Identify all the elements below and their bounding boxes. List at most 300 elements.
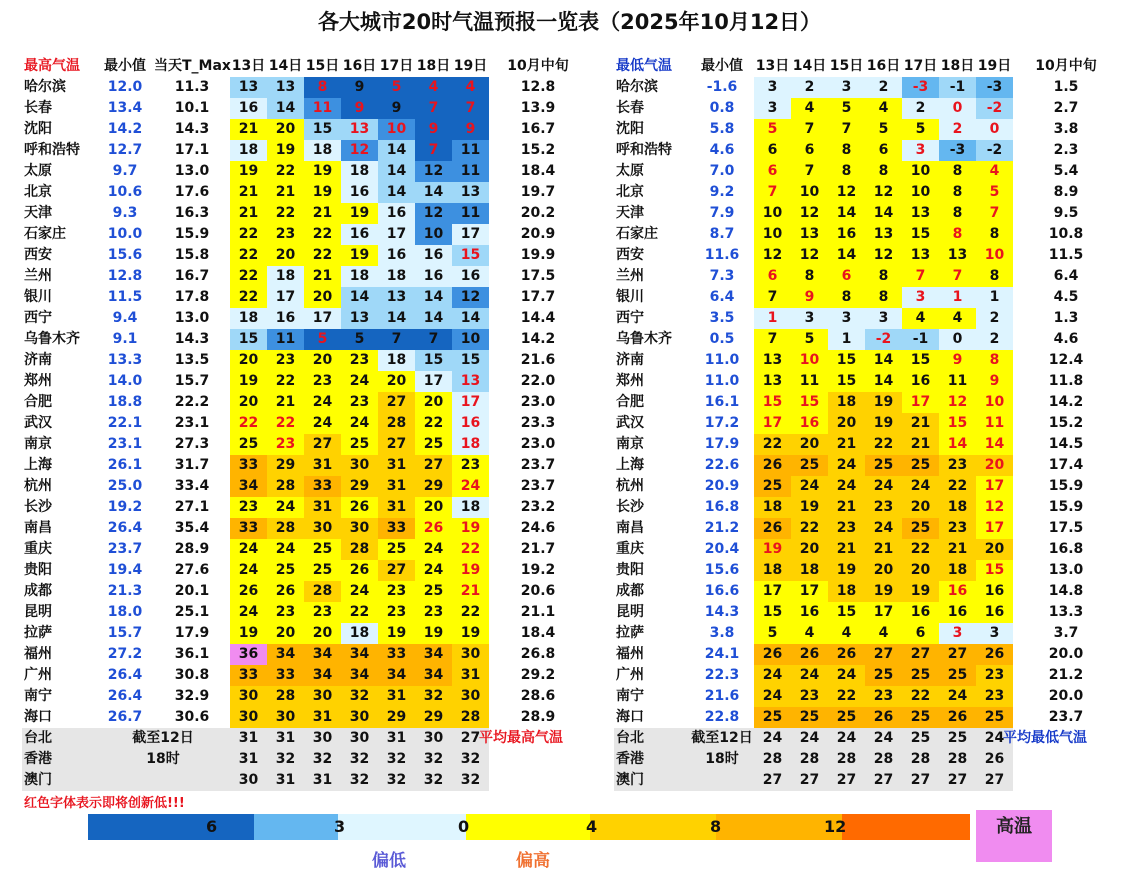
forecast-cell: 28 (267, 686, 304, 707)
forecast-cell: 25 (754, 476, 791, 497)
forecast-cell: 31 (386, 730, 407, 746)
forecast-cell: 4 (976, 161, 1013, 182)
mid-october-average: 12.8 (520, 79, 556, 95)
mid-october-average: 4.6 (1053, 331, 1079, 347)
mid-october-average: 14.4 (520, 310, 556, 326)
city-name: 太原 (24, 163, 52, 179)
legend-label-4: 4 (586, 817, 598, 836)
forecast-cell: 18 (791, 560, 828, 581)
forecast-cell: 20 (791, 539, 828, 560)
forecast-cell: 27 (799, 772, 820, 788)
mid-october-average: 23.2 (520, 499, 556, 515)
mid-october-average: 28.9 (520, 709, 556, 725)
forecast-cell: 19 (230, 623, 267, 644)
forecast-cell: 20 (304, 350, 341, 371)
forecast-cell: 27 (947, 772, 968, 788)
forecast-cell: 31 (304, 497, 341, 518)
forecast-cell: 16 (378, 203, 415, 224)
forecast-cell: 4 (865, 98, 902, 119)
city-name: 银川 (24, 289, 52, 305)
city-name: 沈阳 (24, 121, 52, 137)
record-min-value: 22.3 (704, 667, 740, 683)
forecast-cell: 16 (341, 182, 378, 203)
forecast-cell: 22 (267, 161, 304, 182)
mid-october-average: 5.4 (1053, 163, 1079, 179)
forecast-cell: 17 (304, 308, 341, 329)
today-max-value: 20.1 (174, 583, 210, 599)
record-min-value: 16.6 (704, 583, 740, 599)
forecast-cell: 20 (902, 497, 939, 518)
forecast-cell: 3 (828, 308, 865, 329)
record-min-value: 22.6 (704, 457, 740, 473)
forecast-cell: 14 (415, 287, 452, 308)
mid-october-average: 14.2 (1048, 394, 1084, 410)
forecast-cell: 12 (415, 161, 452, 182)
forecast-cell: 21 (828, 434, 865, 455)
forecast-cell: 7 (791, 161, 828, 182)
forecast-cell: 13 (378, 287, 415, 308)
forecast-cell: 24 (939, 686, 976, 707)
forecast-cell: 33 (230, 518, 267, 539)
forecast-cell: 21 (828, 539, 865, 560)
forecast-cell: 3 (939, 623, 976, 644)
record-min-value: -1.6 (706, 79, 738, 95)
forecast-cell: 21 (452, 581, 489, 602)
city-name: 拉萨 (616, 625, 644, 641)
forecast-cell: 22 (902, 686, 939, 707)
record-min-value: 9.7 (112, 163, 138, 179)
forecast-cell: 24 (304, 392, 341, 413)
mid-october-average: 23.7 (1048, 709, 1084, 725)
forecast-cell: 8 (939, 203, 976, 224)
forecast-cell: 19 (902, 581, 939, 602)
forecast-cell: 7 (415, 329, 452, 350)
forecast-cell: -3 (976, 77, 1013, 98)
record-min-value: 13.3 (107, 352, 143, 368)
forecast-cell: 15 (452, 350, 489, 371)
forecast-cell: 22 (267, 371, 304, 392)
forecast-cell: 20 (304, 623, 341, 644)
forecast-cell: 8 (976, 350, 1013, 371)
forecast-cell: 4 (939, 308, 976, 329)
mid-october-average: 15.2 (520, 142, 556, 158)
forecast-cell: 22 (341, 602, 378, 623)
forecast-cell: 20 (267, 119, 304, 140)
forecast-cell: 16 (452, 413, 489, 434)
forecast-cell: 16 (791, 602, 828, 623)
forecast-cell: 26 (791, 644, 828, 665)
forecast-cell: 16 (267, 308, 304, 329)
forecast-cell: 13 (452, 371, 489, 392)
mid-october-average: 13.3 (1048, 604, 1084, 620)
data-note: 截至12日 (691, 730, 753, 746)
mid-october-average: 23.7 (520, 478, 556, 494)
forecast-cell: 28 (341, 539, 378, 560)
city-name: 贵阳 (616, 562, 644, 578)
forecast-cell: 26 (754, 644, 791, 665)
forecast-cell: 24 (865, 476, 902, 497)
forecast-cell: 21 (865, 539, 902, 560)
forecast-cell: 14 (378, 161, 415, 182)
mid-october-average: 1.3 (1053, 310, 1079, 326)
city-name: 海口 (24, 709, 52, 725)
forecast-cell: 3 (754, 77, 791, 98)
today-max-value: 17.9 (174, 625, 210, 641)
mid-october-average: 20.9 (520, 226, 556, 242)
forecast-cell: 0 (976, 119, 1013, 140)
forecast-cell: 14 (378, 182, 415, 203)
forecast-cell: 18 (754, 560, 791, 581)
mid-october-average: 21.2 (1048, 667, 1084, 683)
forecast-cell: 22 (902, 539, 939, 560)
forecast-cell: 26 (415, 518, 452, 539)
forecast-cell: 18 (341, 623, 378, 644)
forecast-cell: 17 (902, 392, 939, 413)
city-name: 合肥 (24, 394, 52, 410)
forecast-cell: 33 (304, 476, 341, 497)
forecast-cell: 23 (267, 434, 304, 455)
forecast-cell: 3 (791, 308, 828, 329)
forecast-cell: 18 (230, 140, 267, 161)
city-name: 南京 (24, 436, 52, 452)
forecast-cell: 23 (828, 518, 865, 539)
forecast-cell: 23 (939, 455, 976, 476)
legend-low-label: 偏低 (372, 851, 406, 871)
forecast-cell: 30 (349, 730, 370, 746)
record-min-value: 12.7 (107, 142, 143, 158)
forecast-cell: 9 (791, 287, 828, 308)
today-max-value: 13.0 (174, 163, 210, 179)
forecast-cell: 12 (939, 392, 976, 413)
forecast-cell: 25 (230, 434, 267, 455)
record-min-value: 20.9 (704, 478, 740, 494)
record-min-value: 21.2 (704, 520, 740, 536)
forecast-cell: 25 (828, 707, 865, 728)
forecast-cell: 15 (415, 350, 452, 371)
forecast-cell: 12 (976, 497, 1013, 518)
today-max-value: 25.1 (174, 604, 210, 620)
forecast-cell: 5 (754, 119, 791, 140)
forecast-cell: 11 (791, 371, 828, 392)
mid-october-average: 20.2 (520, 205, 556, 221)
forecast-cell: 11 (304, 98, 341, 119)
forecast-cell: 15 (754, 392, 791, 413)
forecast-cell: 30 (304, 686, 341, 707)
record-min-value: 26.4 (107, 667, 143, 683)
today-max-value: 16.7 (174, 268, 210, 284)
forecast-cell: 30 (423, 730, 444, 746)
city-name: 合肥 (616, 394, 644, 410)
forecast-cell: 20 (791, 434, 828, 455)
forecast-cell: 24 (415, 539, 452, 560)
today-max-value: 13.0 (174, 310, 210, 326)
forecast-cell: 19 (452, 518, 489, 539)
forecast-cell: 23 (267, 224, 304, 245)
data-note: 18时 (705, 751, 739, 767)
city-name: 北京 (616, 184, 644, 200)
city-name: 南昌 (24, 520, 52, 536)
column-header: 16日 (866, 58, 901, 74)
forecast-cell: 26 (267, 581, 304, 602)
record-min-value: 4.6 (709, 142, 735, 158)
forecast-cell: 31 (312, 772, 333, 788)
mid-october-average: 19.9 (520, 247, 556, 263)
data-note: 截至12日 (132, 730, 194, 746)
forecast-cell: 5 (976, 182, 1013, 203)
today-max-value: 14.3 (174, 331, 210, 347)
mid-october-average: 9.5 (1053, 205, 1079, 221)
forecast-cell: 10 (754, 224, 791, 245)
forecast-cell: 25 (902, 518, 939, 539)
forecast-cell: 19 (452, 623, 489, 644)
forecast-cell: 34 (267, 644, 304, 665)
city-name: 武汉 (616, 415, 644, 431)
forecast-cell: 30 (238, 772, 259, 788)
column-header: 16日 (342, 58, 377, 74)
mid-october-average: 14.2 (520, 331, 556, 347)
forecast-cell: 9 (976, 371, 1013, 392)
today-max-value: 28.9 (174, 541, 210, 557)
forecast-cell: 24 (984, 730, 1005, 746)
city-name: 南昌 (616, 520, 644, 536)
record-min-value: 23.7 (107, 541, 143, 557)
city-name: 香港 (24, 751, 52, 767)
record-min-value: 9.2 (709, 184, 735, 200)
forecast-cell: 16 (828, 224, 865, 245)
forecast-cell: 17 (754, 413, 791, 434)
forecast-cell: 1 (754, 308, 791, 329)
mid-october-average: 26.8 (520, 646, 556, 662)
forecast-cell: 34 (415, 665, 452, 686)
forecast-cell: 16 (230, 98, 267, 119)
forecast-cell: -1 (902, 329, 939, 350)
mid-october-average: 17.7 (520, 289, 556, 305)
forecast-cell: 24 (304, 413, 341, 434)
legend-label-12: 12 (824, 817, 847, 836)
forecast-cell: 7 (828, 119, 865, 140)
forecast-cell: 10 (791, 182, 828, 203)
forecast-cell: 25 (378, 539, 415, 560)
forecast-cell: 17 (754, 581, 791, 602)
mid-october-average: 17.5 (520, 268, 556, 284)
mid-october-average: 20.0 (1048, 688, 1084, 704)
city-name: 郑州 (616, 373, 644, 389)
forecast-cell: 16 (902, 602, 939, 623)
forecast-cell: 8 (865, 287, 902, 308)
forecast-cell: 10 (754, 203, 791, 224)
forecast-cell: 18 (939, 497, 976, 518)
record-min-value: 26.7 (107, 709, 143, 725)
city-name: 海口 (616, 709, 644, 725)
forecast-cell: 27 (873, 772, 894, 788)
forecast-cell: 16 (939, 602, 976, 623)
data-note (690, 770, 754, 791)
today-max-value: 10.1 (174, 100, 210, 116)
record-min-value: 11.0 (704, 373, 740, 389)
forecast-cell: 11 (452, 161, 489, 182)
forecast-cell: 27 (984, 772, 1005, 788)
forecast-cell: 22 (230, 224, 267, 245)
forecast-cell: 33 (378, 518, 415, 539)
city-name: 西宁 (616, 310, 644, 326)
forecast-cell: 29 (341, 476, 378, 497)
forecast-cell: 4 (865, 623, 902, 644)
forecast-cell: 13 (754, 371, 791, 392)
forecast-cell: 23 (341, 392, 378, 413)
forecast-cell: 28 (378, 413, 415, 434)
forecast-cell: 7 (902, 266, 939, 287)
forecast-cell: 8 (976, 266, 1013, 287)
forecast-cell: 20 (415, 392, 452, 413)
record-min-value: 12.8 (107, 268, 143, 284)
forecast-cell: 14 (865, 350, 902, 371)
forecast-cell: 8 (304, 77, 341, 98)
city-name: 哈尔滨 (616, 79, 658, 95)
forecast-cell: 9 (378, 98, 415, 119)
forecast-cell: 33 (378, 644, 415, 665)
city-name: 福州 (24, 646, 52, 662)
forecast-cell: 15 (828, 350, 865, 371)
record-min-value: 11.5 (107, 289, 143, 305)
record-min-value: 7.0 (709, 163, 735, 179)
record-min-value: 9.1 (112, 331, 138, 347)
forecast-cell: 31 (238, 730, 259, 746)
column-header: 最小值 (701, 58, 743, 74)
forecast-cell: 25 (939, 665, 976, 686)
city-name: 南宁 (616, 688, 644, 704)
forecast-cell: 17 (267, 287, 304, 308)
forecast-cell: 2 (902, 98, 939, 119)
forecast-cell: 12 (828, 182, 865, 203)
forecast-cell: 17 (976, 476, 1013, 497)
forecast-cell: 15 (304, 119, 341, 140)
forecast-cell: 27 (836, 772, 857, 788)
forecast-cell: 2 (976, 329, 1013, 350)
city-name: 贵阳 (24, 562, 52, 578)
forecast-cell: 7 (754, 329, 791, 350)
city-name: 长春 (24, 100, 52, 116)
forecast-cell: 20 (230, 350, 267, 371)
forecast-cell: 8 (939, 161, 976, 182)
city-name: 济南 (616, 352, 644, 368)
forecast-cell: 13 (341, 308, 378, 329)
forecast-cell: 14 (341, 287, 378, 308)
forecast-cell: 6 (754, 140, 791, 161)
forecast-cell: 30 (452, 644, 489, 665)
today-max-value: 11.3 (174, 79, 210, 95)
forecast-cell: 5 (865, 119, 902, 140)
forecast-cell: 18 (828, 581, 865, 602)
record-min-value: 19.2 (107, 499, 143, 515)
record-min-value: 18.8 (107, 394, 143, 410)
legend-label-3: 3 (334, 817, 346, 836)
forecast-cell: 7 (754, 182, 791, 203)
column-header: 10月中旬 (1035, 58, 1097, 74)
today-max-value: 31.7 (174, 457, 210, 473)
forecast-cell: 16 (415, 266, 452, 287)
forecast-cell: 14 (267, 98, 304, 119)
forecast-cell: 18 (341, 266, 378, 287)
forecast-cell: 28 (267, 518, 304, 539)
forecast-cell: 5 (828, 98, 865, 119)
forecast-cell: 34 (341, 665, 378, 686)
forecast-cell: 18 (304, 140, 341, 161)
column-header: 15日 (305, 58, 340, 74)
mid-october-average: 4.5 (1053, 289, 1079, 305)
mid-october-average: 14.8 (1048, 583, 1084, 599)
forecast-cell: 23 (939, 518, 976, 539)
forecast-cell: 7 (791, 119, 828, 140)
forecast-cell: 22 (415, 413, 452, 434)
forecast-cell: 25 (791, 455, 828, 476)
forecast-cell: 23 (230, 497, 267, 518)
forecast-cell: 23 (378, 602, 415, 623)
forecast-cell: 25 (865, 455, 902, 476)
mid-october-average: 19.2 (520, 562, 556, 578)
city-name: 重庆 (24, 541, 52, 557)
forecast-cell: 24 (902, 476, 939, 497)
forecast-cell: 11 (267, 329, 304, 350)
forecast-cell: 18 (267, 266, 304, 287)
forecast-cell: 28 (836, 751, 857, 767)
today-max-value: 30.6 (174, 709, 210, 725)
forecast-cell: 21 (230, 182, 267, 203)
mid-october-average: 16.8 (1048, 541, 1084, 557)
forecast-cell: 22 (230, 245, 267, 266)
forecast-cell: 16 (341, 224, 378, 245)
forecast-cell: 24 (791, 476, 828, 497)
forecast-cell: 32 (275, 751, 296, 767)
forecast-cell: 34 (304, 644, 341, 665)
forecast-cell: 6 (754, 161, 791, 182)
forecast-cell: 18 (828, 392, 865, 413)
today-max-value: 22.2 (174, 394, 210, 410)
record-min-value: 17.9 (704, 436, 740, 452)
city-name: 拉萨 (24, 625, 52, 641)
today-max-value: 17.8 (174, 289, 210, 305)
city-name: 乌鲁木齐 (24, 331, 80, 347)
forecast-cell: 4 (828, 623, 865, 644)
forecast-cell: 22 (304, 245, 341, 266)
forecast-cell: 25 (947, 730, 968, 746)
forecast-cell: -2 (976, 98, 1013, 119)
forecast-cell: 7 (452, 98, 489, 119)
forecast-cell: 14 (415, 182, 452, 203)
forecast-cell: 29 (415, 476, 452, 497)
today-max-value: 17.1 (174, 142, 210, 158)
forecast-cell: 17 (452, 224, 489, 245)
forecast-cell: 18 (378, 266, 415, 287)
forecast-cell: 21 (828, 497, 865, 518)
forecast-cell: 27 (910, 772, 931, 788)
forecast-cell: 32 (460, 772, 481, 788)
mid-october-average: 3.7 (1053, 625, 1079, 641)
forecast-cell: 3 (828, 77, 865, 98)
average-note: 平均最低气温 (1003, 730, 1087, 746)
record-min-value: 10.0 (107, 226, 143, 242)
forecast-cell: 28 (799, 751, 820, 767)
forecast-cell: 9 (939, 350, 976, 371)
forecast-cell: 34 (304, 665, 341, 686)
record-min-value: 0.5 (709, 331, 735, 347)
forecast-cell: 27 (378, 560, 415, 581)
forecast-cell: 12 (791, 245, 828, 266)
forecast-cell: 23 (452, 455, 489, 476)
forecast-cell: 26 (341, 497, 378, 518)
forecast-cell: 25 (902, 455, 939, 476)
forecast-cell: 3 (754, 98, 791, 119)
forecast-cell: 23 (791, 686, 828, 707)
